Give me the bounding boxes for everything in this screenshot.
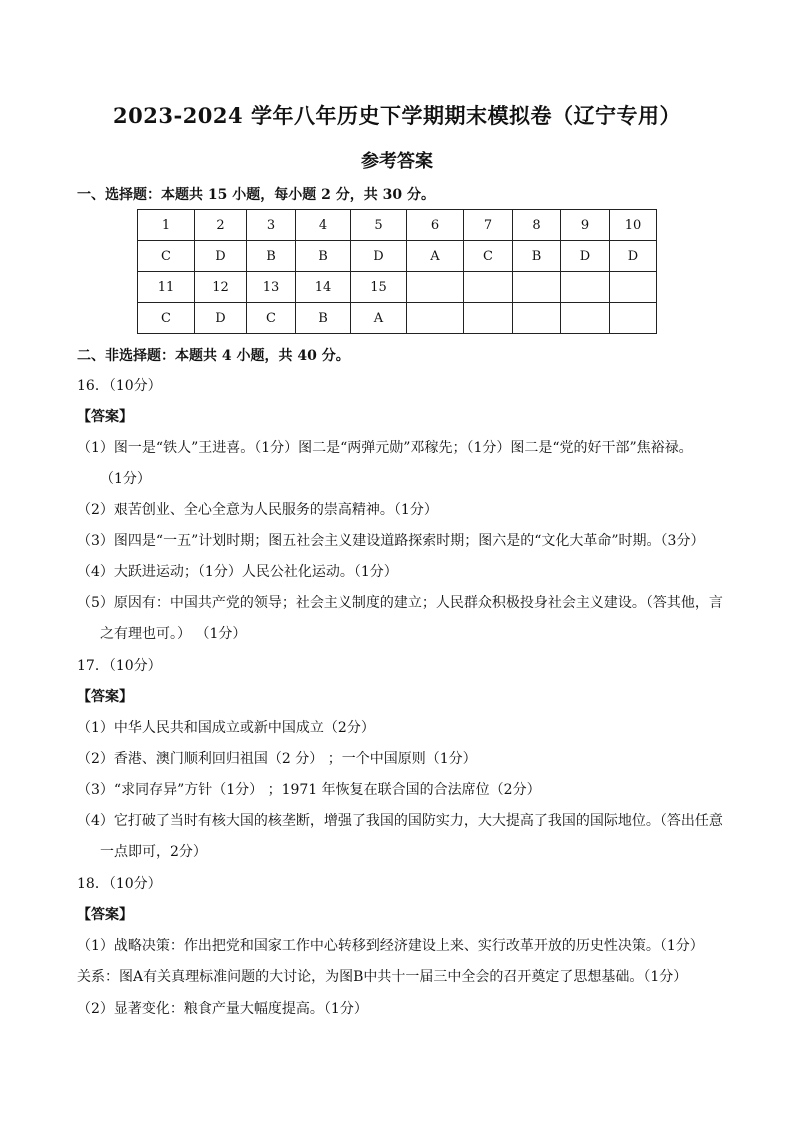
answer-table-cell: D [351,241,407,272]
page-subtitle: 参考答案 [361,151,433,172]
answer-table-cell: 14 [296,272,351,303]
answer-line: （3）“求同存异”方针（1分） ；1971 年恢复在联合国的合法席位（2分） [77,782,541,798]
answer-table-cell: B [296,241,351,272]
section-2-heading: 二、非选择题：本题共 4 小题，共 40 分。 [77,348,350,364]
answer-line: （1）图一是“铁人”王进喜。（1分）图二是“两弹元勋”邓稼先；（1分）图二是“党的好干部”焦裕禄。 [77,440,693,456]
answer-table-cell: 13 [247,272,296,303]
answer-table-cell: 1 [138,210,195,241]
answer-table-cell: C [138,303,195,334]
answer-line: 关系：图A有关真理标准问题的大讨论，为图B中共十一届三中全会的召开奠定了思想基础。（1分） [77,969,688,985]
answer-table-cell: D [610,241,657,272]
answer-line: （5）原因有：中国共产党的领导；社会主义制度的建立；人民群众积极投身社会主义建设。（答其他，言 [77,595,723,611]
page-title: 2023-2024 学年八年历史下学期期末模拟卷（辽宁专用） [113,103,681,128]
answer-table-cell: C [464,241,513,272]
answer-table-row [138,272,657,303]
answer-line: （2）香港、澳门顺利回归祖国（2 分） ；一个中国原则（1分） [77,751,477,767]
answer-table-body [138,210,657,334]
answer-line: 之有理也可。） （1分） [100,626,247,642]
answer-line: （2）艰苦创业、全心全意为人民服务的崇高精神。（1分） [77,502,438,518]
answer-table-cell: B [513,241,561,272]
answer-table-cell: D [195,241,247,272]
answer-label: 【答案】 [77,907,133,923]
question-17-header: 17．（10分） [77,658,162,674]
answer-line: （1）战略决策：作出把党和国家工作中心转移到经济建设上来、实行改革开放的历史性决策。（1分） [77,938,704,954]
answer-line: （2）显著变化：粮食产量大幅度提高。（1分） [77,1001,368,1017]
answer-table-cell [407,272,464,303]
answer-line: （1分） [100,471,151,487]
answer-table-cell [513,303,561,334]
answer-table-cell [610,303,657,334]
answer-table-cell [407,303,464,334]
answer-table-cell: 2 [195,210,247,241]
answer-table-cell: 3 [247,210,296,241]
question-16-header: 16．（10分） [77,378,162,394]
answer-table-cell: A [407,241,464,272]
answer-line: （4）它打破了当时有核大国的核垄断，增强了我国的国防实力，大大提高了我国的国际地位。（答出任意 [77,813,723,829]
answer-table-cell: 7 [464,210,513,241]
answer-table-cell [610,272,657,303]
answer-table-cell: 11 [138,272,195,303]
answer-table-cell [513,272,561,303]
answer-table-cell: 5 [351,210,407,241]
answer-line: （1）中华人民共和国成立或新中国成立（2分） [77,720,375,736]
answer-table-cell: C [138,241,195,272]
answer-table-cell: 6 [407,210,464,241]
answer-table-cell: C [247,303,296,334]
answer-table-row [138,210,657,241]
answer-line: （4）大跃进运动；（1分）人民公社化运动。（1分） [77,564,398,580]
answer-table-cell: 10 [610,210,657,241]
answer-table-cell [464,303,513,334]
answer-table-cell [561,303,610,334]
answer-table-cell: 4 [296,210,351,241]
section-1-heading: 一、选择题：本题共 15 小题，每小题 2 分，共 30 分。 [77,187,435,203]
answer-label: 【答案】 [77,689,133,705]
question-18-header: 18．（10分） [77,876,162,892]
answer-table-cell: A [351,303,407,334]
answer-table-cell [561,272,610,303]
answer-label: 【答案】 [77,409,133,425]
answer-table [137,209,657,334]
answer-table-cell: 9 [561,210,610,241]
answer-table-cell: 12 [195,272,247,303]
answer-table-cell: 15 [351,272,407,303]
answer-line: 一点即可，2分） [100,844,207,860]
answer-table-cell: D [561,241,610,272]
answer-line: （3）图四是“一五”计划时期；图五社会主义建设道路探索时期；图六是的“文化大革命”时期。（3分） [77,533,705,549]
answer-table-cell [464,272,513,303]
answer-table-row [138,241,657,272]
answer-table-cell: 8 [513,210,561,241]
answer-table-row [138,303,657,334]
answer-table-cell: B [247,241,296,272]
answer-table-cell: D [195,303,247,334]
answer-table-cell: B [296,303,351,334]
